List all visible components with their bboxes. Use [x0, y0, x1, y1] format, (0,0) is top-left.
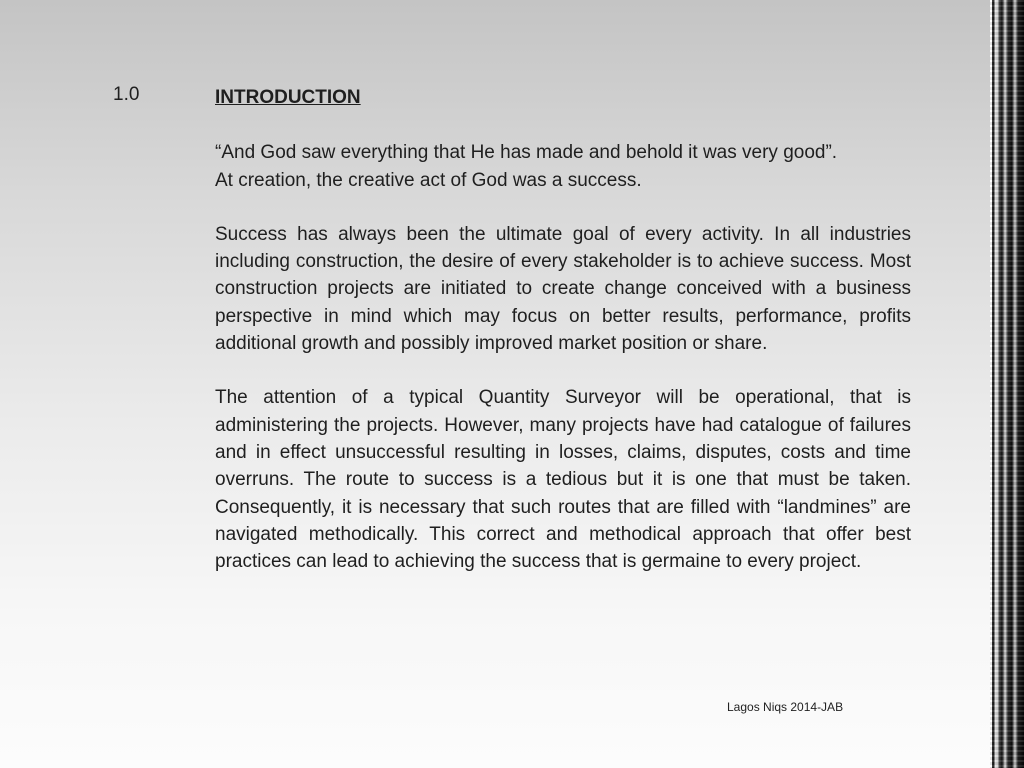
quote-line-1: “And God saw everything that He has made and behold it was very good”. [215, 142, 838, 164]
slide-content [215, 84, 911, 575]
quote-paragraph [215, 139, 911, 194]
quote-line-2: At creation, the creative act of God was a success. [215, 169, 642, 191]
success-paragraph: Success has always been the ultimate goal of every activity. In all industries including construction, the desire of every stakeholder is to achieve success. Most construction projects are initiated to create change conceived with a business perspective in mind which may focus on better results, performance, profits additional growth and possibly improved market position or share. [215, 223, 911, 355]
section-heading: INTRODUCTION [215, 87, 361, 108]
side-border-stripes [990, 0, 1024, 768]
slide-footer: Lagos Niqs 2014-JAB [727, 700, 844, 714]
section-number: 1.0 [113, 84, 140, 105]
quantity-surveyor-paragraph: The attention of a typical Quantity Surveyor will be operational, that is administering the projects. However, many projects have had catalogue of failures and in effect unsuccessful resulting in losses, claims, disputes, costs and time overruns. The route to success is a tedious but it is one that must be taken. Consequently, it is necessary that such routes that are filled with “landmines” are navigated methodically. This correct and methodical approach that offer best practices can lead to achieving the success that is germaine to every project. [215, 387, 911, 573]
decorative-side-border [990, 0, 1024, 768]
